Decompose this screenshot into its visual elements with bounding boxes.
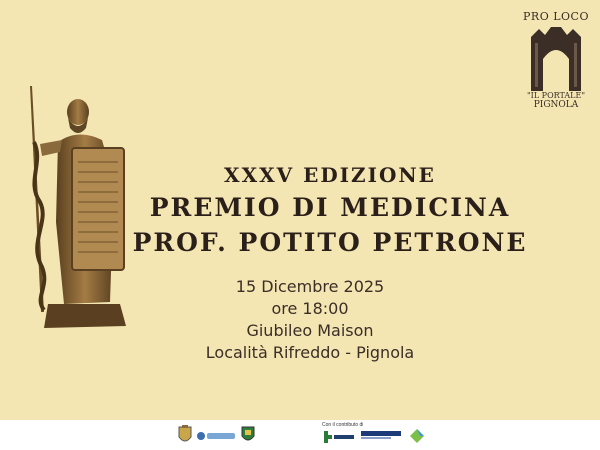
hippocrates-statue-image bbox=[18, 82, 138, 340]
event-details bbox=[180, 276, 440, 364]
green-cross-icon bbox=[407, 427, 427, 445]
event-date: 15 Dicembre 2025 bbox=[235, 277, 385, 296]
event-venue: Giubileo Maison bbox=[246, 321, 374, 340]
logo-place: PIGNOLA bbox=[533, 100, 579, 110]
logo-name: "IL PORTALE" bbox=[526, 91, 586, 100]
shield-icon bbox=[241, 426, 255, 444]
edition-heading: XXXV EDIZIONE bbox=[224, 163, 436, 187]
award-subtitle: PROF. POTITO PETRONE bbox=[132, 228, 528, 257]
coat-of-arms-icon bbox=[178, 425, 192, 445]
logo-top-text: PRO LOCO bbox=[523, 10, 589, 23]
engafe-icon bbox=[361, 429, 401, 441]
proloco-badge-icon bbox=[196, 430, 238, 442]
federfarma-icon bbox=[322, 429, 356, 443]
contrib-label: Con il contributo di bbox=[322, 422, 364, 428]
portal-gate-icon bbox=[527, 25, 585, 93]
pro-loco-logo bbox=[520, 10, 592, 110]
event-time: ore 18:00 bbox=[271, 299, 349, 318]
event-location: Località Rifreddo - Pignola bbox=[205, 343, 415, 362]
sponsor-footer bbox=[0, 420, 600, 450]
award-title: PREMIO DI MEDICINA bbox=[149, 193, 511, 222]
